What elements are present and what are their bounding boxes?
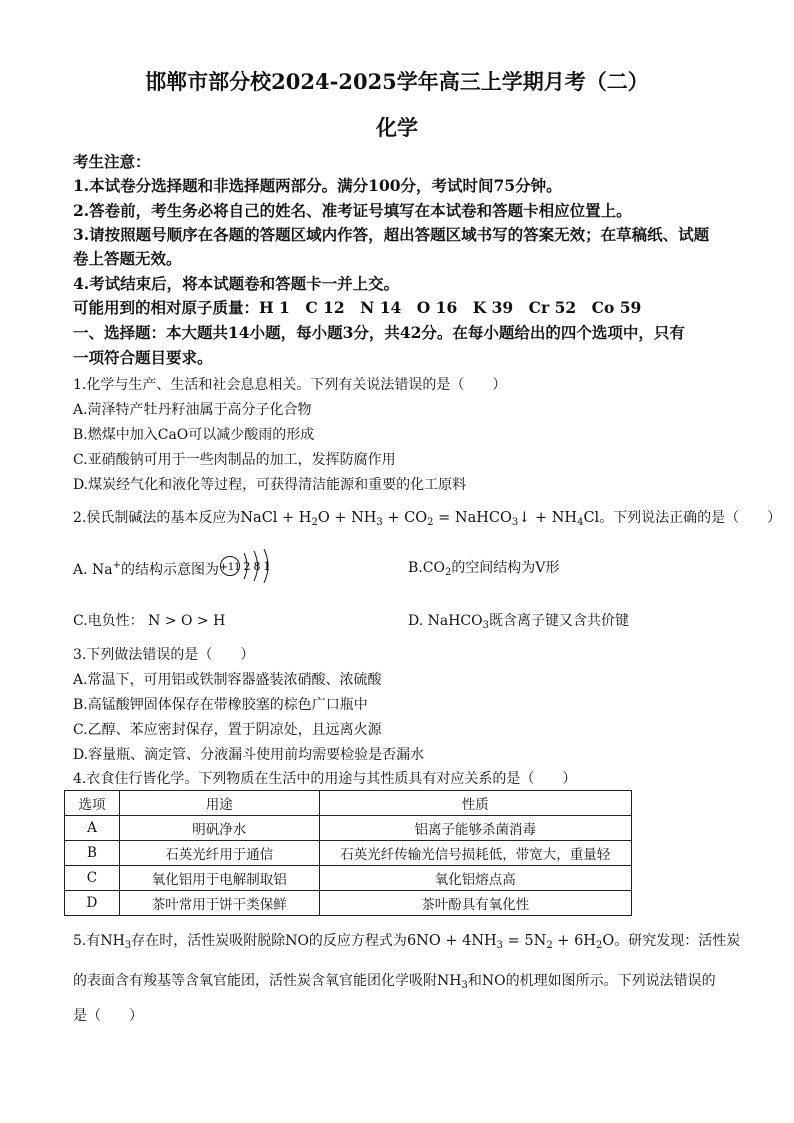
na-shell-1: 2 [243,560,251,573]
notice-item-1: 1.本试卷分选择题和非选择题两部分。满分100分，考试时间75分钟。 [73,176,562,195]
q1-option-a: A.菏泽特产牡丹籽油属于高分子化合物 [73,402,312,418]
q3-stem: 3.下列做法错误的是（ ） [73,647,255,663]
q2-option-a: A. Na+的结构示意图为 +11 2 8 1 [73,557,279,583]
table-header: 用途 [119,791,319,816]
q2-prefix: 2.侯氏制碱法的基本反应为 [73,510,241,526]
q5-stem-line2: 的表面含有羧基等含氧官能团，活性炭含氧官能团化学吸附$NH_3$和NO的机理如图所示。下列说法错误的 [73,973,716,991]
q2-stem [73,507,781,528]
q2-suffix: 。下列说法正确的是（ ） [599,510,782,526]
q3-option-a: A.常温下，可用铝或铁制容器盛装浓硝酸、浓硫酸 [73,672,382,688]
q3-option-c: C.乙醇、苯应密封保存，置于阴凉处，且远离火源 [73,722,382,738]
table-cell: C [65,866,120,891]
table-cell: 氧化铝用于电解制取铝 [119,866,319,891]
q5-stem-line1: 5.有$NH_3$存在时，活性炭吸附脱除NO的反应方程式为$6NO + 4NH_3 = 5N_2 + 6H_2O$。研究发现：活性炭 [73,933,741,951]
table-cell: 氧化铝熔点高 [319,866,631,891]
table-header: 选项 [65,791,120,816]
q2-reaction: NaCl + $H_2O + NH_3 + CO_2$ = NaHCO$_3$↓ + $NH_4Cl$ [240,510,600,528]
notice-heading: 考生注意： [73,152,151,171]
section1-instruction: 一、选择题：本大题共14小题，每小题3分，共42分。在每小题给出的四个选项中，只有 [73,323,685,342]
table-cell: 茶叶常用于饼干类保鲜 [119,891,319,916]
table-cell: A [65,816,120,841]
table-cell: 石英光纤传输光信号损耗低，带宽大，重量轻 [319,841,631,866]
q2-option-b: $B.CO_2$的空间结构为V形 [408,560,560,578]
na-nucleus-label: +11 [219,562,241,573]
q1-option-b: B.燃煤中加入CaO可以减少酸雨的形成 [73,427,315,443]
notice-item-3-cont: 卷上答题无效。 [73,249,182,268]
na-shell-3: 1 [263,560,271,573]
q1-option-c: C.亚硝酸钠可用于一些肉制品的加工，发挥防腐作用 [73,452,396,468]
table-row [65,866,632,891]
sodium-ion-structure-diagram [219,549,279,583]
table-header-row [65,791,632,816]
table-cell: B [65,841,120,866]
notice-item-4: 4.考试结束后，将本试题卷和答题卡一并上交。 [73,274,400,293]
q1-option-d: D.煤炭经气化和液化等过程，可获得清洁能源和重要的化工原料 [73,477,467,493]
table-cell: D [65,891,120,916]
q5-stem-line3: 是（ ） [73,1008,143,1024]
q4-table [64,790,632,916]
table-row [65,816,632,841]
q3-option-b: B.高锰酸钾固体保存在带橡胶塞的棕色广口瓶中 [73,697,368,713]
atomic-masses: 可能用到的相对原子质量：H 1 C 12 N 14 O 16 K 39 Cr 52 Co 59 [73,298,642,317]
q2-option-d: D. NaHCO$_3$既含离子键又含共价键 [408,613,629,631]
exam-title: 邯郸市部分校2024-2025学年高三上学期月考（二） [145,69,649,94]
table-cell: 茶叶酚具有氧化性 [319,891,631,916]
na-shell-2: 8 [253,560,261,573]
table-row [65,891,632,916]
notice-item-3: 3.请按照题号顺序在各题的答题区域内作答，超出答题区域书写的答案无效；在草稿纸、试题 [73,225,710,244]
table-cell: 石英光纤用于通信 [119,841,319,866]
q3-option-d: D.容量瓶、滴定管、分液漏斗使用前均需要检验是否漏水 [73,747,425,763]
q4-stem: 4.衣食住行皆化学。下列物质在生活中的用途与其性质具有对应关系的是（ ） [73,771,577,787]
section1-instruction-cont: 一项符合题目要求。 [73,348,213,367]
q1-stem: 1.化学与生产、生活和社会息息相关。下列有关说法错误的是（ ） [73,377,507,393]
q2-option-c: C.电负性： N > O > H [73,613,226,629]
notice-item-2: 2.答卷前，考生务必将自己的姓名、准考证号填写在本试卷和答题卡相应位置上。 [73,201,632,220]
table-header: 性质 [319,791,631,816]
table-row [65,841,632,866]
exam-subject: 化学 [376,115,418,140]
table-cell: 明矾净水 [119,816,319,841]
table-cell: 铝离子能够杀菌消毒 [319,816,631,841]
